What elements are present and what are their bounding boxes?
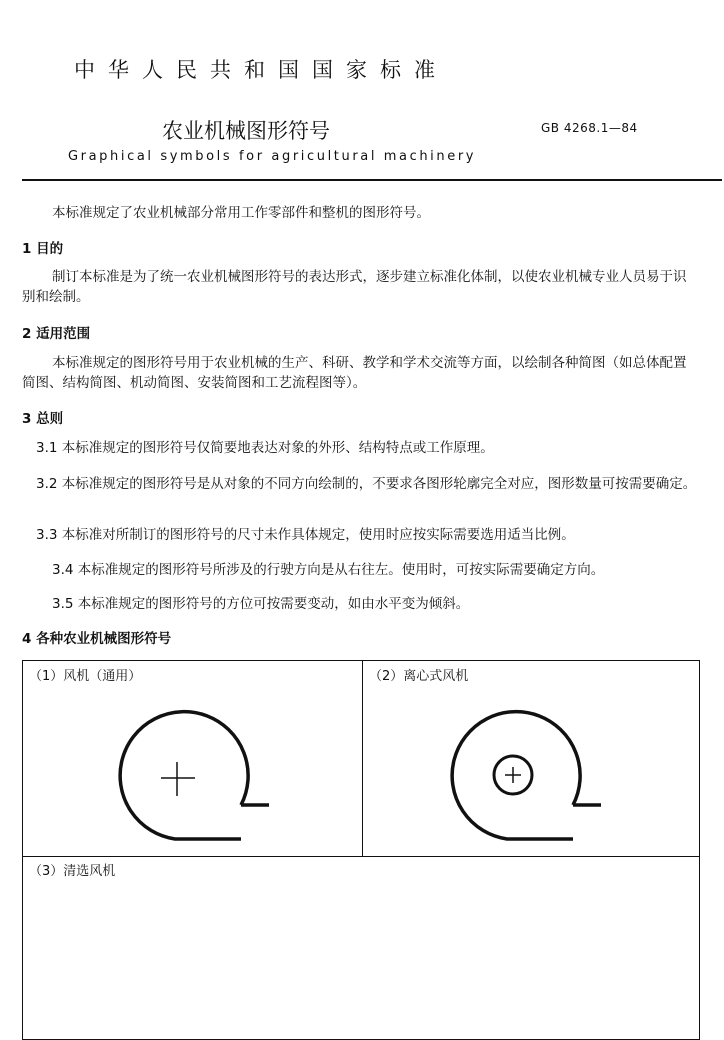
symbols-table [22, 660, 700, 1040]
clause-3-3: 3.3 本标准对所制订的图形符号的尺寸未作具体规定，使用时应按实际需要选用适当比例。 [36, 527, 575, 543]
cell-2-label: （2）离心式风机 [369, 669, 469, 684]
document-code: GB 4268.1—84 [541, 121, 638, 135]
section-1-text: 制订本标准是为了统一农业机械图形符号的表达形式，逐步建立标准化体制，以使农业机械专业人员易于识别和绘制。 [22, 269, 687, 305]
document-title: 农业机械图形符号 [162, 119, 330, 143]
clause-3-1: 3.1 本标准规定的图形符号仅简要地表达对象的外形、结构特点或工作原理。 [36, 440, 494, 456]
section-4-heading: 4 各种农业机械图形符号 [22, 631, 172, 647]
cell-3-label: （3）清选风机 [29, 864, 116, 879]
cell-1-label: （1）风机（通用） [29, 669, 142, 684]
clause-3-4: 3.4 本标准规定的图形符号所涉及的行驶方向是从右往左。使用时，可按实际需要确定方向。 [52, 562, 605, 578]
standard-title: 中华人民共和国国家标准 [74, 58, 448, 82]
document-title-english: Graphical symbols for agricultural machinery [68, 149, 477, 164]
section-2-text: 本标准规定的图形符号用于农业机械的生产、科研、教学和学术交流等方面，以绘制各种简图（如总体配置简图、结构简图、机动简图、安装简图和工艺流程图等）。 [22, 355, 687, 391]
table-column-divider [362, 661, 363, 857]
clause-3-5: 3.5 本标准规定的图形符号的方位可按需要变动，如由水平变为倾斜。 [52, 596, 470, 612]
table-row-divider [23, 856, 699, 857]
centrifugal-fan-symbol-icon [435, 705, 635, 855]
header-divider [22, 179, 722, 181]
clause-3-2: 3.2 本标准规定的图形符号是从对象的不同方向绘制的，不要求各图形轮廓完全对应，图形数量可按需要确定。 [36, 476, 697, 492]
section-2-heading: 2 适用范围 [22, 326, 91, 342]
section-1-heading: 1 目的 [22, 241, 64, 257]
section-3-heading: 3 总则 [22, 411, 64, 427]
fan-symbol-icon [103, 705, 303, 855]
intro-paragraph: 本标准规定了农业机械部分常用工作零部件和整机的图形符号。 [52, 205, 430, 221]
